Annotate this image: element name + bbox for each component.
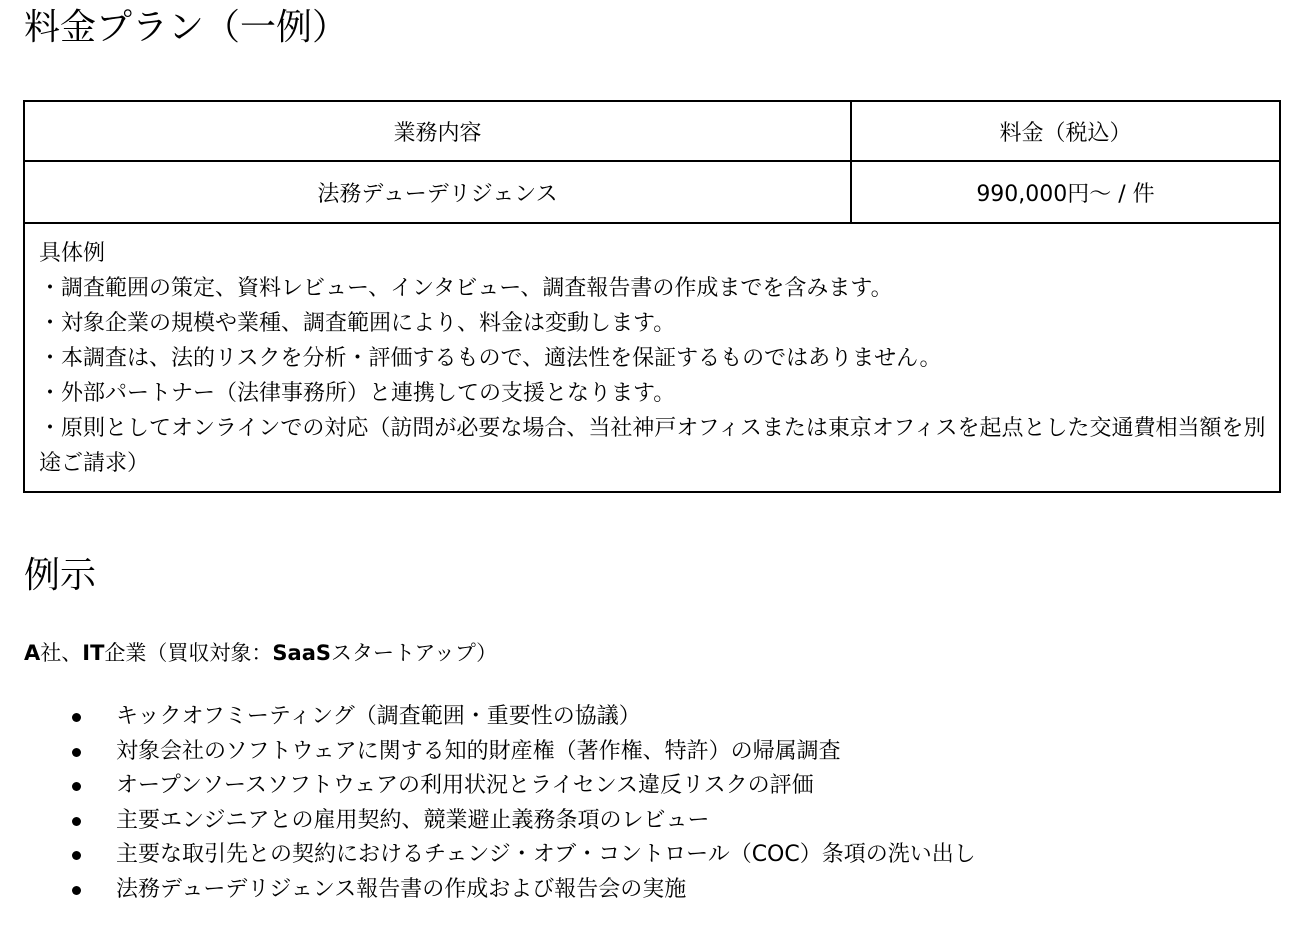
price-cell: 990,000円～ / 件 — [851, 161, 1280, 223]
notes-heading: 具体例 — [39, 241, 106, 266]
header-service: 業務内容 — [24, 101, 851, 161]
list-item — [0, 873, 976, 908]
note-item: ・対象企業の規模や業種、調査範囲により、料金は変動します。 — [39, 311, 676, 336]
case-target-suffix: スタートアップ） — [331, 641, 498, 665]
bullet-icon — [72, 886, 81, 895]
case-company: A — [24, 641, 41, 665]
list-item-text: 対象会社のソフトウェアに関する知的財産権（著作権、特許）の帰属調査 — [116, 738, 841, 764]
case-industry: IT — [82, 641, 105, 665]
page-title: 料金プラン（一例） — [24, 7, 349, 48]
note-item: ・調査範囲の策定、資料レビュー、インタビュー、調査報告書の作成までを含みます。 — [39, 276, 893, 301]
case-company-suffix: 社、 — [40, 641, 83, 665]
example-case-line — [24, 637, 497, 667]
case-target: SaaS — [272, 641, 331, 665]
service-cell: 法務デューデリジェンス — [24, 161, 851, 223]
list-item-text: 法務デューデリジェンス報告書の作成および報告会の実施 — [116, 876, 687, 902]
list-item — [0, 804, 976, 839]
list-item-text: オープンソースソフトウェアの利用状況とライセンス違反リスクの評価 — [116, 773, 814, 798]
bullet-icon — [72, 782, 81, 791]
header-price: 料金（税込） — [851, 101, 1280, 161]
bullet-icon — [72, 851, 81, 860]
list-item-text: 主要な取引先との契約におけるチェンジ・オブ・コントロール（COC）条項の洗い出し — [116, 842, 976, 867]
bullet-icon — [72, 817, 81, 826]
pricing-table-header-row — [24, 101, 1280, 161]
example-heading: 例示 — [24, 555, 97, 596]
pricing-table — [23, 100, 1281, 493]
note-item: ・外部パートナー（法律事務所）と連携しての支援となります。 — [39, 381, 676, 406]
list-item — [0, 735, 976, 770]
notes-row — [24, 223, 1280, 492]
list-item-text: キックオフミーティング（調査範囲・重要性の協議） — [116, 704, 641, 729]
list-item — [0, 838, 976, 873]
example-steps-list — [0, 700, 976, 907]
case-industry-suffix: 企業（買収対象： — [104, 641, 273, 665]
list-item-text: 主要エンジニアとの雇用契約、競業避止義務条項のレビュー — [116, 807, 710, 833]
notes-cell — [24, 223, 1280, 492]
bullet-icon — [72, 748, 81, 757]
note-item: ・原則としてオンラインでの対応（訪問が必要な場合、当社神戸オフィスまたは東京オフィスを起点とした交通費相当額を別途ご請求） — [39, 416, 1266, 476]
table-row — [24, 161, 1280, 223]
list-item — [0, 700, 976, 735]
note-item: ・本調査は、法的リスクを分析・評価するもので、適法性を保証するものではありません。 — [39, 346, 942, 371]
bullet-icon — [72, 713, 81, 722]
list-item — [0, 769, 976, 804]
